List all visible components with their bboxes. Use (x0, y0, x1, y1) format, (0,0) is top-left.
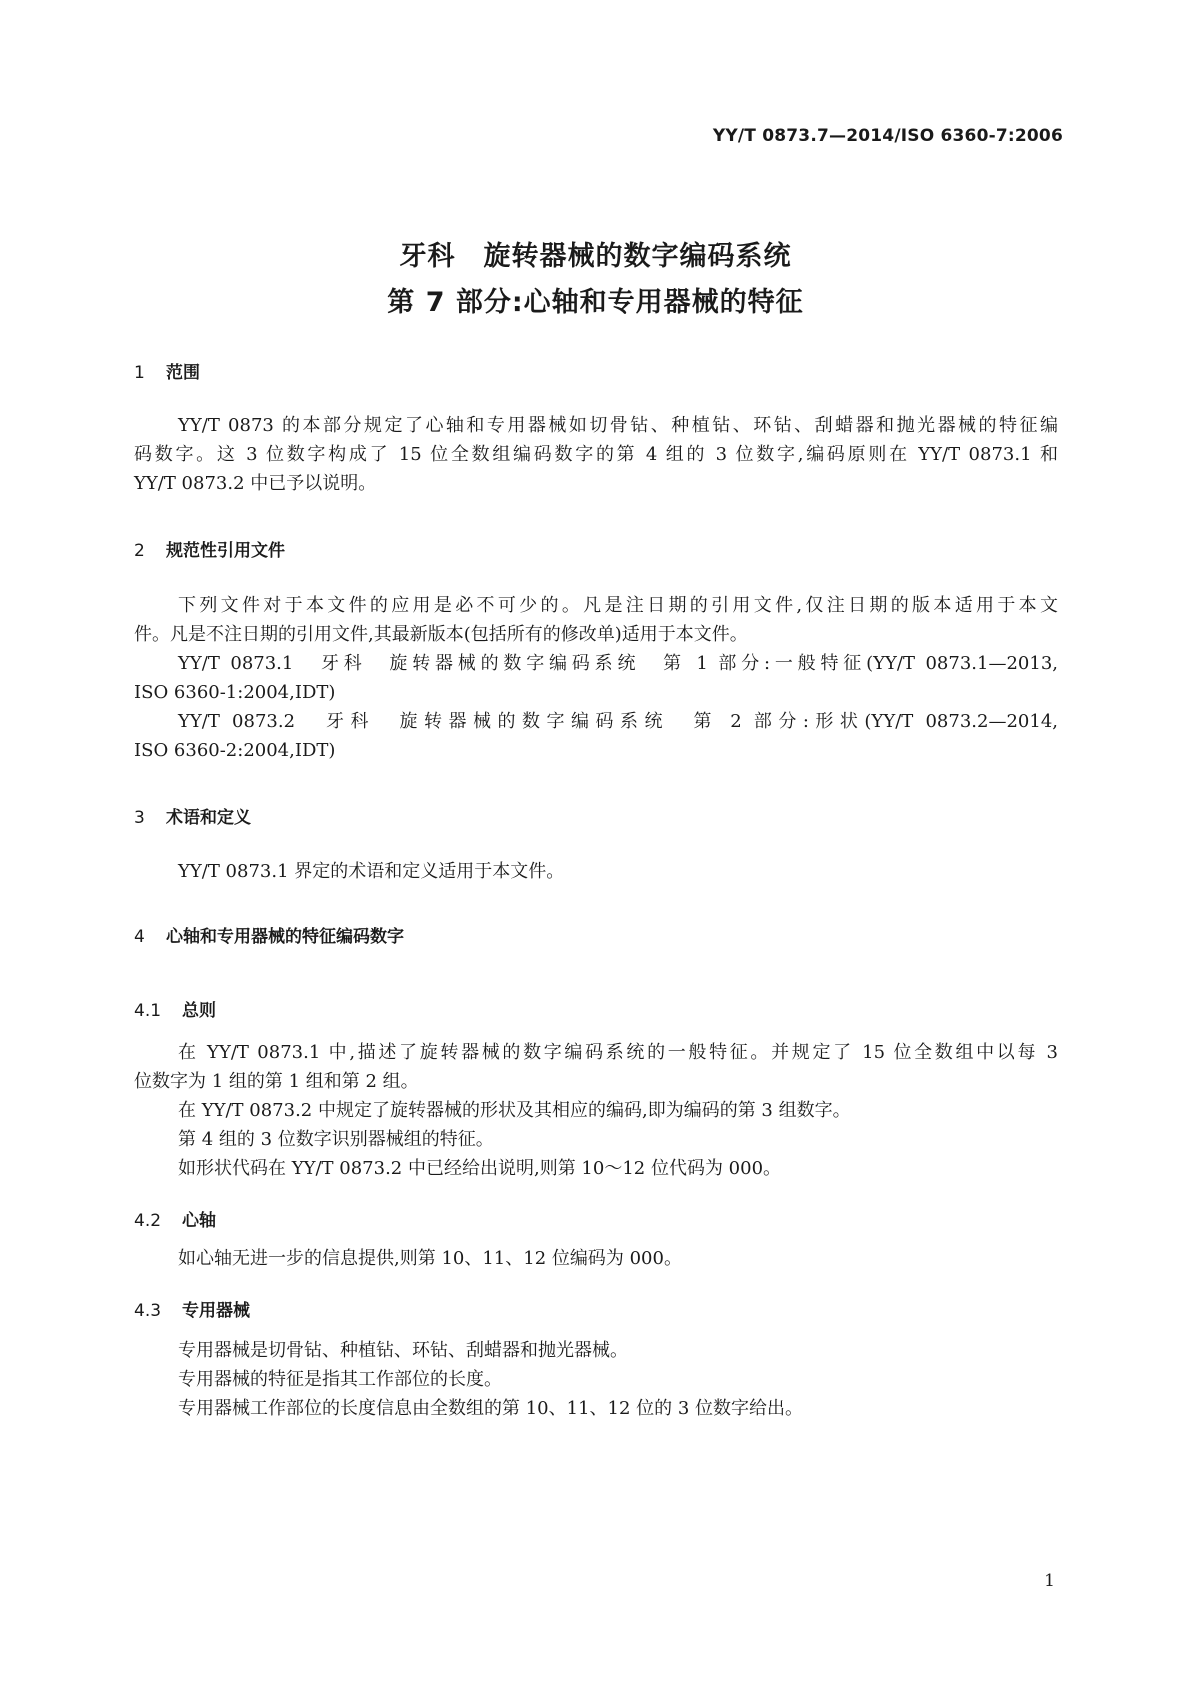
section-4-2-body (134, 1244, 1058, 1273)
section-title: 规范性引用文件 (166, 541, 285, 561)
section-number: 4.2 (134, 1211, 162, 1231)
text-line: 在 YY/T 0873.2 中规定了旋转器械的形状及其相应的编码,即为编码的第 3 组数字。 (178, 1100, 851, 1121)
section-title: 总则 (182, 1001, 216, 1021)
title-subject: 旋转器械的数字编码系统 (483, 241, 792, 272)
text-line: YY/T 0873 的本部分规定了心轴和专用器械如切骨钻、种植钻、环钻、刮蜡器和抛光器械的特征编 (178, 415, 1058, 436)
page-number: 1 (1044, 1571, 1055, 1591)
section-title: 心轴和专用器械的特征编码数字 (166, 927, 404, 947)
section-number: 4.3 (134, 1301, 162, 1321)
section-title: 心轴 (182, 1211, 216, 1231)
text-line: 码数字。这 3 位数字构成了 15 位全数组编码数字的第 4 组的 3 位数字,编码原则在 YY/T 0873.1 和 (134, 444, 1058, 465)
document-title-line2: 第 7 部分:心轴和专用器械的特征 (387, 287, 804, 318)
section-title: 术语和定义 (166, 808, 251, 828)
text-line: 在 YY/T 0873.1 中,描述了旋转器械的数字编码系统的一般特征。并规定了 15 位全数组中以每 3 (178, 1042, 1058, 1063)
section-4-3-heading (134, 1296, 250, 1321)
text-line: 件。凡是不注日期的引用文件,其最新版本(包括所有的修改单)适用于本文件。 (134, 624, 748, 645)
text-line: 专用器械工作部位的长度信息由全数组的第 10、11、12 位的 3 位数字给出。 (178, 1398, 804, 1419)
text-line: 如心轴无进一步的信息提供,则第 10、11、12 位编码为 000。 (178, 1248, 682, 1269)
section-3-heading (134, 803, 251, 828)
text-line: YY/T 0873.2 中已予以说明。 (134, 473, 377, 494)
standard-code: YY/T 0873.7—2014/ISO 6360-7:2006 (712, 126, 1063, 146)
section-3-body (134, 857, 1058, 886)
text-line: 下列文件对于本文件的应用是必不可少的。凡是注日期的引用文件,仅注日期的版本适用于本文 (178, 595, 1058, 616)
reference-item: YY/T 0873.2 牙科 旋转器械的数字编码系统 第 2 部分:形状(YY/T 0873.2—2014, (178, 711, 1058, 732)
section-2-body (134, 591, 1058, 765)
document-title-line1 (0, 234, 1191, 273)
section-title: 范围 (166, 363, 200, 383)
reference-item-cont: ISO 6360-1:2004,IDT) (134, 682, 336, 703)
title-field: 牙科 (399, 241, 456, 272)
section-number: 1 (134, 363, 145, 383)
section-4-heading (134, 922, 404, 947)
section-1-body (134, 411, 1058, 498)
section-4-1-heading (134, 996, 216, 1021)
section-number: 3 (134, 808, 145, 828)
text-line: 如形状代码在 YY/T 0873.2 中已经给出说明,则第 10～12 位代码为 000。 (178, 1158, 782, 1179)
text-line: YY/T 0873.1 界定的术语和定义适用于本文件。 (178, 861, 565, 882)
section-2-heading (134, 536, 285, 561)
text-line: 第 4 组的 3 位数字识别器械组的特征。 (178, 1129, 494, 1150)
text-line: 专用器械是切骨钻、种植钻、环钻、刮蜡器和抛光器械。 (178, 1340, 628, 1361)
section-1-heading (134, 358, 200, 383)
section-number: 4 (134, 927, 145, 947)
section-number: 2 (134, 541, 145, 561)
text-line: 专用器械的特征是指其工作部位的长度。 (178, 1369, 502, 1390)
section-4-1-body (134, 1038, 1058, 1183)
section-4-3-body (134, 1336, 1058, 1423)
text-line: 位数字为 1 组的第 1 组和第 2 组。 (134, 1071, 419, 1092)
section-title: 专用器械 (182, 1301, 250, 1321)
reference-item: YY/T 0873.1 牙科 旋转器械的数字编码系统 第 1 部分:一般特征(YY/T 0873.1—2013, (178, 653, 1058, 674)
reference-item-cont: ISO 6360-2:2004,IDT) (134, 740, 336, 761)
section-number: 4.1 (134, 1001, 162, 1021)
section-4-2-heading (134, 1206, 216, 1231)
